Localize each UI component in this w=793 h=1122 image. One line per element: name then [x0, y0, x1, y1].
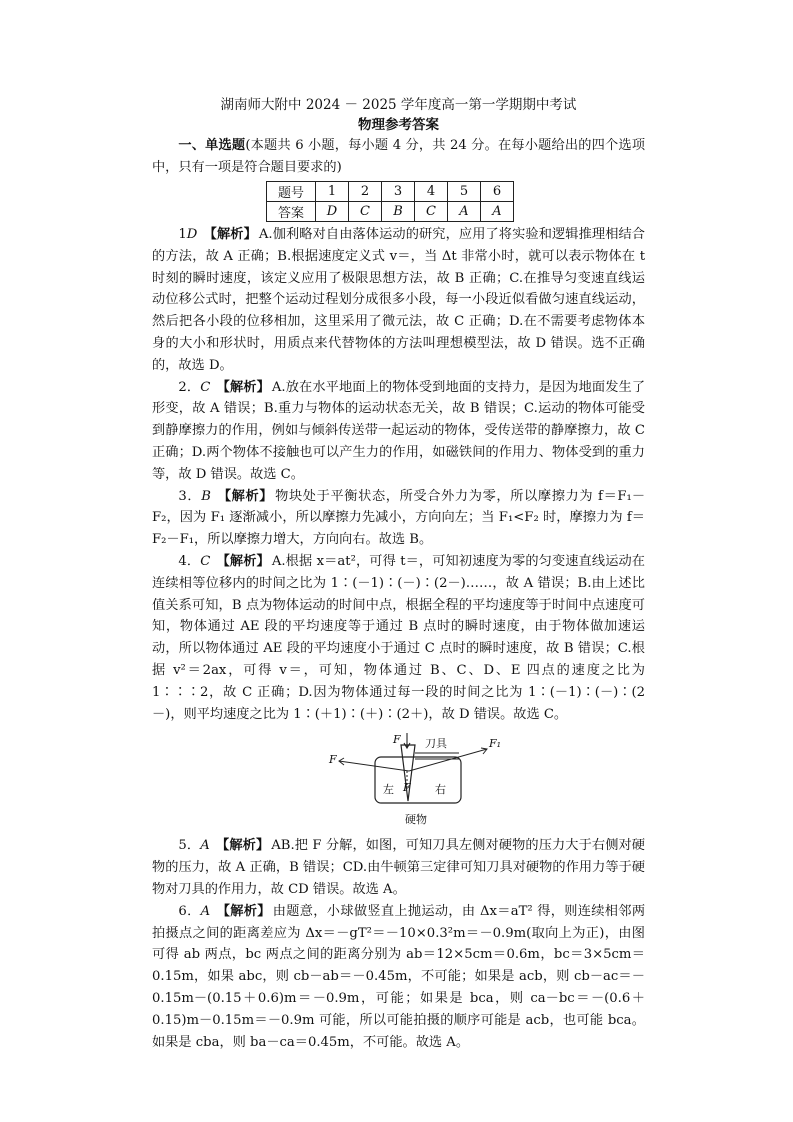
analysis-tag: 【解析】	[216, 553, 270, 569]
table-row	[267, 202, 514, 222]
question-answer: D	[186, 227, 198, 242]
analysis-tag: 【解析】	[216, 838, 270, 854]
question-text: 物块处于平衡状态，所受合外力为零，所以摩擦力为 f＝F₁－F₂，因为 F₁ 逐渐减小，所以摩擦力先减小，方向向左；当 F₁<F₂ 时，摩擦力为 f＝F₂－F₁，所以摩擦力增大，方向向右。故选 B。	[152, 488, 646, 548]
label-left: 左	[383, 783, 394, 797]
question-number: 1	[178, 227, 187, 242]
table-cell: 2	[349, 182, 382, 202]
force-f1-arrow	[409, 749, 487, 771]
label-hard-object: 硬物	[405, 813, 427, 827]
question-answer: B	[201, 488, 211, 504]
question-number: 3．	[178, 488, 202, 504]
question-answer: A	[200, 903, 211, 919]
question-answer: C	[200, 379, 211, 395]
force-f2-arrow	[339, 761, 409, 771]
label-f-top: F	[393, 733, 401, 747]
question-text: AB.把 F 分解，如图，可知刀具左侧对硬物的压力大于右侧对硬物的压力，故 A 正确，B 错误；CD.由牛顿第三定律可知刀具对硬物的作用力等于硬物对刀具的作用力，故 CD 错误。故选 A。	[152, 838, 645, 897]
section-intro: (本题共 6 小题，每小题 4 分，共 24 分。在每小题给出的四个选项中，只有一项是符合题目要求的)	[152, 138, 646, 175]
section-heading	[152, 135, 645, 179]
question-number: 5．	[178, 838, 201, 854]
answer-table	[266, 181, 514, 222]
question-number: 6．	[178, 903, 201, 919]
question-text: A.伽利略对自由落体运动的研究，应用了将实验和逻辑推理相结合的方法，故 A 正确；B.根据速度定义式 v＝，当 Δt 非常小时，就可以表示物体在 t 时刻的瞬时速度，该定义应用了极限思想方法，故 B 正确；C.在推导匀变速直线运动位移公式时，把整个运动过程划分成很多小段，每一小段近似看做匀速直线运动，然后把各小段的位移相加，这里采用了微元法，故 C 正确；D.在不需要考虑物体本身的大小和形状时，用质点来代替物体的方法叫理想模型法，故 D 错误。选不正确的，故选 D。	[152, 227, 645, 373]
table-cell: B	[382, 202, 415, 222]
table-cell: A	[481, 202, 514, 222]
question-4	[152, 551, 645, 725]
table-cell: 1	[316, 182, 349, 202]
question-number: 2．	[178, 379, 201, 395]
table-cell: 6	[481, 182, 514, 202]
question-answer: C	[200, 553, 211, 569]
page-subtitle: 物理参考答案	[358, 117, 439, 133]
question-6	[152, 901, 645, 1054]
table-header-cell: 答案	[267, 202, 316, 222]
question-number: 4．	[178, 553, 201, 569]
table-cell: A	[448, 202, 481, 222]
force-diagram	[317, 731, 517, 831]
label-f-mid: F	[403, 781, 411, 795]
table-cell: D	[316, 202, 349, 222]
force-f1-arrowhead	[481, 748, 487, 754]
question-5	[152, 835, 645, 900]
question-1	[152, 224, 645, 377]
label-tool: 刀具	[425, 737, 447, 751]
analysis-tag: 【解析】	[216, 903, 271, 919]
analysis-tag: 【解析】	[203, 227, 257, 242]
question-text: A.放在水平地面上的物体受到地面的支持力，是因为地面发生了形变，故 A 错误；B.重力与物体的运动状态无关，故 B 错误；C.运动的物体可能受到静摩擦力的作用，例如与倾斜传送带一起运动的物体，受传送带的静摩擦力，故 C 正确；D.两个物体不接触也可以产生力的作用，如磁铁间的作用力、物体受到的重力等，故 D 错误。故选 C。	[152, 379, 646, 482]
question-3	[152, 486, 645, 551]
page-title: 湖南师大附中 2024 － 2025 学年度高一第一学期期中考试	[220, 97, 577, 113]
question-answer: A	[200, 838, 210, 854]
table-row	[267, 182, 514, 202]
question-2	[152, 377, 645, 486]
section-title: 一、单选题	[178, 138, 246, 153]
question-text: A.根据 x＝at²，可得 t＝，可知初速度为零的匀变速直线运动在连续相等位移内的时间之比为 1∶(－1)∶(－)∶(2－)……，故 A 错误；B.由上述比值关系可知，B 点为物体运动的时间中点，根据全程的平均速度等于时间中点速度可知，物体通过 AE 段的平均速度等于通过 B 点时的瞬时速度，由于物体做加速运动，所以物体通过 AE 段的平均速度小于通过 C 点时的瞬时速度，故 B 错误；C.根据 v²＝2ax，可得 v＝，可知，物体通过 B、C、D、E 四点的速度之比为 1∶∶∶2，故 C 正确；D.因为物体通过每一段的时间之比为 1∶(－1)∶(－)∶(2－)，则平均速度之比为 1∶(＋1)∶(＋)∶(2＋)，故 D 错误。故选 C。	[152, 553, 645, 722]
table-cell: 3	[382, 182, 415, 202]
label-right: 右	[435, 783, 446, 797]
answer-page	[152, 95, 645, 1053]
table-cell: 5	[448, 182, 481, 202]
label-f2: F	[329, 753, 337, 767]
analysis-tag: 【解析】	[216, 379, 270, 395]
table-cell: 4	[415, 182, 448, 202]
table-header-cell: 题号	[267, 182, 316, 202]
table-cell: C	[415, 202, 448, 222]
analysis-tag: 【解析】	[217, 488, 274, 504]
table-cell: C	[349, 202, 382, 222]
question-text: 由题意，小球做竖直上抛运动，由 Δx＝aT² 得，则连续相邻两拍摄点之间的距离差应为 Δx＝－gT²＝－10×0.3²m＝－0.9m(取向上为正)，由图可得 ab 两点，bc 两点之间的距离分别为 ab＝12×5cm＝0.6m，bc＝3×5cm＝0.15m，如果 abc，则 cb－ab＝－0.45m，不可能；如果是 acb，则 cb－ac＝－0.15m－(0.15＋0.6)m＝－0.9m，可能；如果是 bca，则 ca－bc＝－(0.6＋0.15)m－0.15m＝－0.9m 可能，所以可能拍摄的顺序可能是 acb，也可能 bca。如果是 cba，则 ba－ca＝0.45m，不可能。故选 A。	[152, 903, 646, 1050]
label-f1: F₁	[489, 737, 502, 751]
